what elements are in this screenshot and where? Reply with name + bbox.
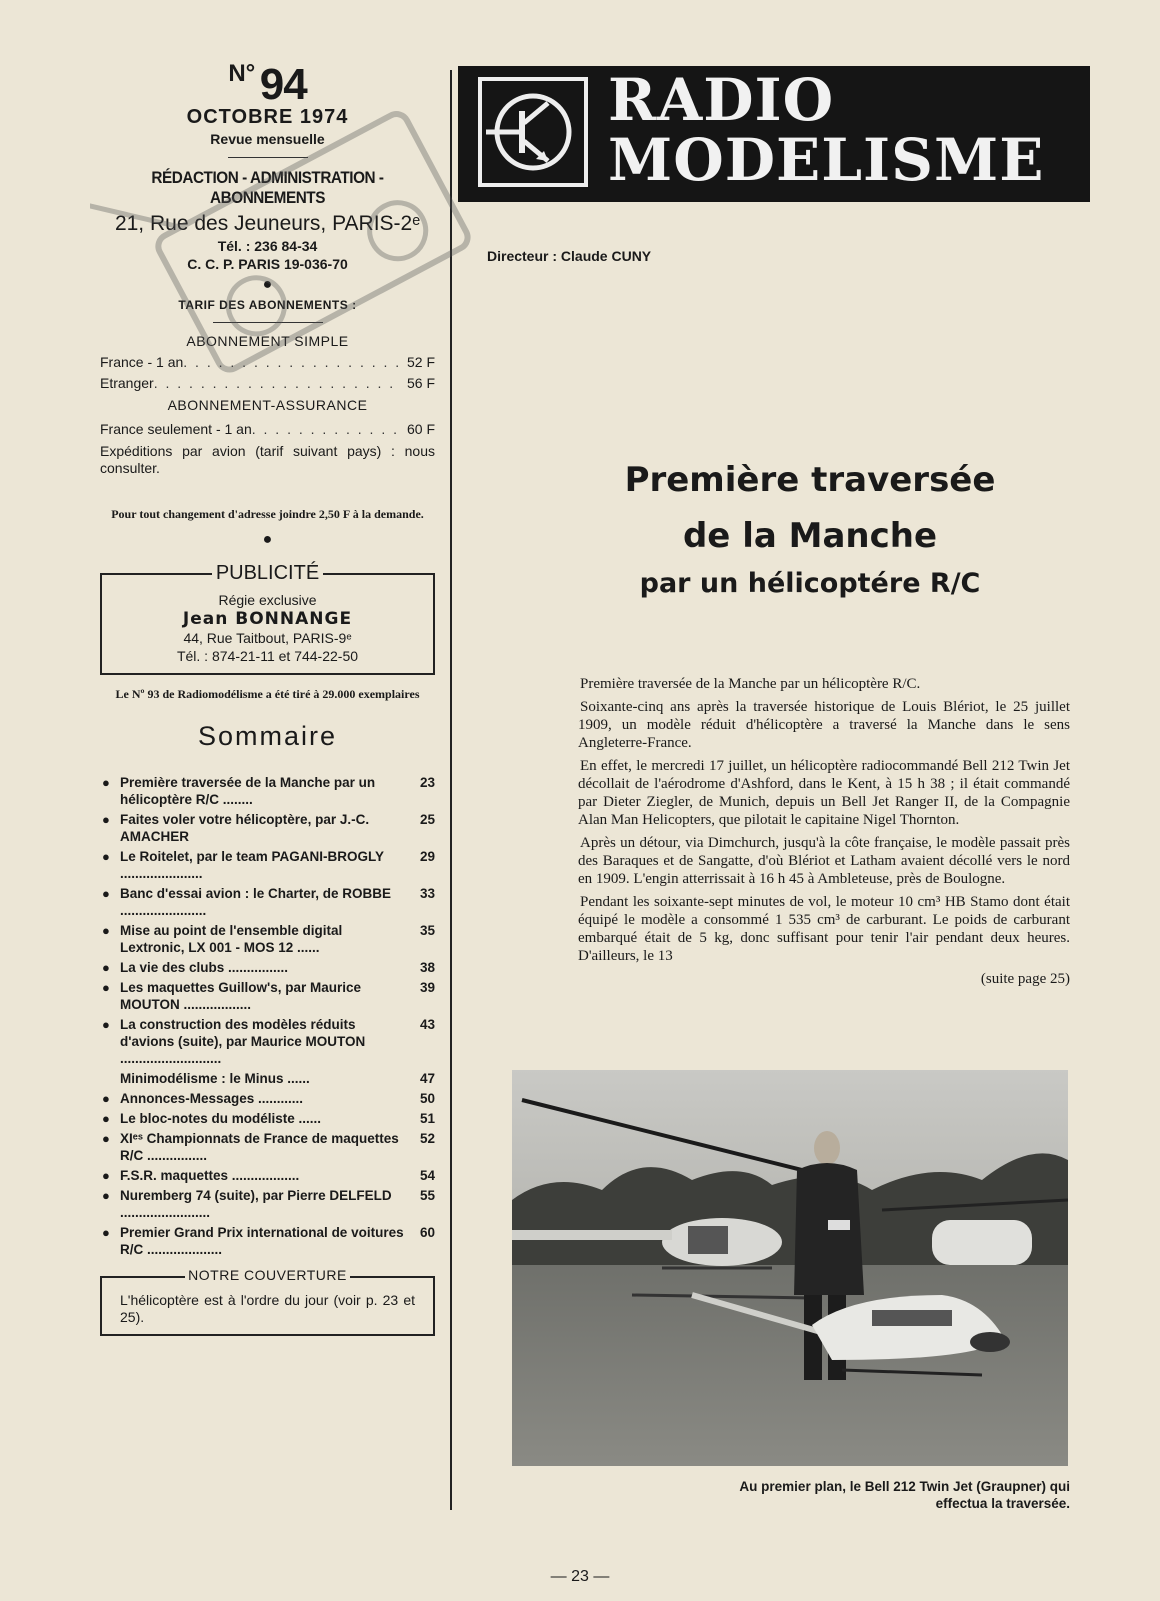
toc-item (100, 979, 435, 1013)
publicite-address: 44, Rue Taitbout, PARIS-9ᵉ (183, 630, 352, 646)
article-paragraph: En effet, le mercredi 17 juillet, un hélicoptère radiocommandé Bell 212 Twin Jet décollait de l'aérodrome d'Ashford, dans le Kent, à 15 h 38 ; il était commandé par Dieter Ziegler, de Munich, depuis un Bell Jet Ranger II, de la Compagnie Alan Man Helicopters, que pilotait le capitaine Nigel Thornton. (578, 758, 1070, 828)
couverture-box (100, 1267, 435, 1336)
redaction-address: 21, Rue des Jeuneurs, PARIS-2ᵉ (114, 212, 421, 235)
masthead-line-2: MODELISME (608, 126, 1045, 194)
toc-title: Le bloc-notes du modéliste ...... (120, 1111, 322, 1126)
bullet-icon: ● (102, 1017, 110, 1032)
price-value: 52 F (406, 354, 435, 370)
toc-item (100, 959, 435, 976)
toc-title: F.S.R. maquettes .................. (120, 1168, 300, 1183)
toc-item (100, 1070, 435, 1087)
toc-page: 29 (419, 849, 435, 864)
publicite-title: PUBLICITÉ (212, 562, 323, 584)
bullet-separator: ● (262, 276, 273, 293)
tirage-note: Le Nº 93 de Radiomodélisme a été tiré à 29.000 exemplaires (115, 687, 420, 701)
redaction-ccp: C. C. P. PARIS 19-036-70 (187, 256, 348, 272)
toc-item (100, 1110, 435, 1127)
bullet-icon: ● (102, 775, 110, 790)
bullet-separator: ● (262, 531, 273, 548)
toc-page: 55 (419, 1188, 435, 1203)
toc-item (100, 811, 435, 845)
toc-page: 39 (419, 980, 435, 995)
bullet-icon: ● (102, 960, 110, 975)
directeur: Directeur : Claude CUNY (487, 248, 652, 264)
issue-label: N° (228, 60, 256, 87)
toc-item (100, 885, 435, 919)
bullet-icon: ● (102, 1168, 110, 1183)
redaction-heading: RÉDACTION - ADMINISTRATION - ABONNEMENTS (151, 168, 384, 207)
toc-item (100, 774, 435, 808)
toc-page: 51 (419, 1111, 435, 1126)
toc-item (100, 1016, 435, 1067)
bullet-icon: ● (102, 1131, 110, 1146)
toc-title: XIᵉˢ Championnats de France de maquettes R/C ................ (120, 1131, 399, 1163)
price-label: France - 1 an (100, 354, 184, 370)
assurance-heading: ABONNEMENT-ASSURANCE (167, 397, 368, 413)
price-label: Etranger (100, 375, 154, 391)
masthead (458, 66, 1090, 202)
toc-title: Banc d'essai avion : le Charter, de ROBBE ....................... (120, 886, 392, 918)
toc-title: Le Roitelet, par le team PAGANI-BROGLY ...................... (120, 849, 384, 881)
toc-item (100, 1187, 435, 1221)
toc-page: 43 (419, 1017, 435, 1032)
toc-title: Annonces-Messages ............ (120, 1091, 304, 1106)
simple-heading: ABONNEMENT SIMPLE (186, 333, 349, 349)
publicite-name: Jean BONNANGE (182, 609, 353, 629)
toc-title: Minimodélisme : le Minus ...... (120, 1071, 310, 1086)
photo-caption: Au premier plan, le Bell 212 Twin Jet (Graupner) qui effectua la traversée. (739, 1479, 1070, 1511)
toc-title: Mise au point de l'ensemble digital Lextronic, LX 001 - MOS 12 ...... (120, 923, 343, 955)
tarif-heading: TARIF DES ABONNEMENTS : (178, 298, 357, 312)
publicite-regie: Régie exclusive (218, 592, 317, 608)
table-of-contents (100, 774, 435, 1258)
toc-page: 23 (419, 775, 435, 790)
bullet-icon: ● (102, 980, 110, 995)
sommaire-title: Sommaire (197, 721, 338, 751)
bullet-icon: ● (102, 1111, 110, 1126)
toc-title: Nuremberg 74 (suite), par Pierre DELFELD ........................ (120, 1188, 392, 1220)
bullet-icon: ● (102, 1225, 110, 1240)
toc-item (100, 1167, 435, 1184)
toc-page: 35 (419, 923, 435, 938)
toc-item (100, 1224, 435, 1258)
toc-title: Première traversée de la Manche par un hélicoptère R/C ........ (120, 775, 376, 807)
article-paragraph: Après un détour, via Dimchurch, jusqu'à la côte française, le modèle passait près des Baraques et de Sangatte, d'où Blériot et Latham avaient décollé vers le nord en 1909. L'engin atterrissait à 16 h 45 à Ambleteuse, près de Boulogne. (578, 835, 1070, 887)
toc-title: Faites voler votre hélicoptère, par J.-C. AMACHER (120, 812, 370, 844)
toc-item (100, 1090, 435, 1107)
issue-date: OCTOBRE 1974 (186, 106, 349, 128)
article-continuation: (suite page 25) (980, 971, 1070, 987)
toc-page: 50 (419, 1091, 435, 1106)
price-value: 60 F (406, 421, 435, 437)
bullet-icon: ● (102, 886, 110, 901)
watermark-icon (90, 95, 510, 425)
toc-page: 60 (419, 1225, 435, 1240)
page-number: — 23 — (550, 1568, 610, 1585)
toc-page: 38 (419, 960, 435, 975)
price-label: France seulement - 1 an (100, 421, 252, 437)
toc-page: 54 (419, 1168, 435, 1183)
bullet-icon: ● (102, 1188, 110, 1203)
toc-page: 33 (419, 886, 435, 901)
article-paragraph: Pendant les soixante-sept minutes de vol, le moteur 10 cm³ HB Stamo dont était équipé le modèle a consommé 1 535 cm³ de carburant. Le poids de carburant embarqué était de 5 kg, donc suffisant pour tenir l'air pendant deux heures. D'ailleurs, le 13 (578, 894, 1070, 964)
masthead-line-1: RADIO (608, 66, 835, 134)
toc-item (100, 922, 435, 956)
price-value: 56 F (406, 375, 435, 391)
toc-page: 25 (419, 812, 435, 827)
couverture-text: L'hélicoptère est à l'ordre du jour (voir p. 23 et 25). (120, 1292, 415, 1325)
headline (560, 452, 1060, 604)
toc-title: La vie des clubs ................ (120, 960, 289, 975)
masthead-title (608, 66, 1045, 194)
article-body (578, 675, 1070, 988)
publicite-box (100, 562, 435, 675)
headline-line-1: Première traversée (624, 460, 996, 500)
article-paragraph: Soixante-cinq ans après la traversée historique de Louis Blériot, le 25 juillet 1909, un modèle réduit d'hélicoptère a traversé la Manche dans le sens Angleterre-France. (578, 699, 1070, 751)
issue-value: 94 (259, 60, 307, 109)
toc-item (100, 848, 435, 882)
helicopter-photo (512, 1070, 1068, 1466)
periodicity: Revue mensuelle (210, 131, 325, 147)
redaction-tel: Tél. : 236 84-34 (217, 238, 318, 254)
headline-line-3: par un hélicoptére R/C (639, 568, 981, 599)
toc-title: La construction des modèles réduits d'avions (suite), par Maurice MOUTON ........................... (120, 1017, 366, 1066)
bullet-icon: ● (102, 849, 110, 864)
couverture-title-wrap (102, 1267, 433, 1284)
article-paragraph: Première traversée de la Manche par un hélicoptère R/C. (580, 676, 921, 692)
toc-page: 47 (419, 1071, 435, 1086)
toc-title: Premier Grand Prix international de voitures R/C .................... (120, 1225, 404, 1257)
bullet-icon: ● (102, 812, 110, 827)
expeditions-note: Expéditions par avion (tarif suivant pays) : nous consulter. (100, 443, 435, 476)
publicite-tel: Tél. : 874-21-11 et 744-22-50 (176, 648, 359, 664)
bullet-icon: ● (102, 1091, 110, 1106)
headline-line-2: de la Manche (682, 516, 938, 556)
toc-title: Les maquettes Guillow's, par Maurice MOUTON .................. (120, 980, 362, 1012)
couverture-title: NOTRE COUVERTURE (185, 1267, 350, 1283)
toc-item (100, 1130, 435, 1164)
bullet-icon: ● (102, 923, 110, 938)
address-change-note: Pour tout changement d'adresse joindre 2,50 F à la demande. (111, 507, 424, 521)
publicite-title-wrap (102, 562, 433, 585)
toc-page: 52 (419, 1131, 435, 1146)
